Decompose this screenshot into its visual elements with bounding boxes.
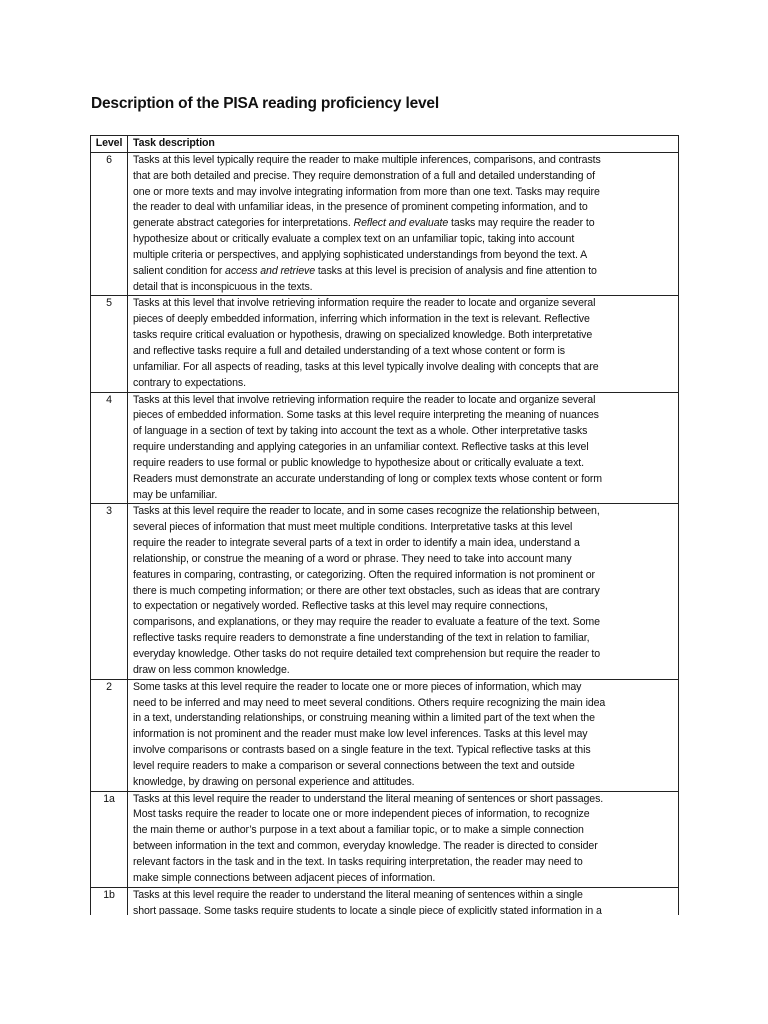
- description-line: one or more texts and may involve integrating information from more than one text. Tasks may require: [133, 185, 600, 198]
- description-line: contrary to expectations.: [133, 376, 246, 389]
- description-line: Some tasks at this level require the reader to locate one or more pieces of information, which may: [133, 680, 582, 693]
- description-line: of language in a section of text by taking into account the text as a whole. Other interpretative tasks: [133, 425, 588, 438]
- description-line: information is not prominent and the reader must make low level inferences. Tasks at this level may: [133, 728, 588, 741]
- description-line: salient condition for access and retrieve tasks at this level is precision of analysis and fine attention to: [133, 264, 597, 277]
- description-cell: [128, 791, 679, 887]
- description-line: draw on less common knowledge.: [133, 663, 290, 676]
- description-line: generate abstract categories for interpretations. Reflect and evaluate tasks may require the reader to: [133, 217, 595, 230]
- description-line: Most tasks require the reader to locate one or more independent pieces of information, to recognize: [133, 808, 590, 821]
- description-line: that are both detailed and precise. They require demonstration of a full and detailed understanding of: [133, 169, 595, 182]
- description-line: detail that is inconspicuous in the texts.: [133, 280, 313, 293]
- description-cell: [128, 504, 679, 679]
- table-row: [91, 791, 679, 887]
- description-line: make simple connections between adjacent pieces of information.: [133, 871, 436, 884]
- description-line: the reader to deal with unfamiliar ideas, in the presence of prominent competing information, and to: [133, 201, 588, 214]
- description-line: involve comparisons or contrasts based on a single feature in the text. Typical reflective tasks at this: [133, 744, 591, 757]
- level-cell: 2: [91, 679, 128, 791]
- description-line: Tasks at this level that involve retrieving information require the reader to locate and organize several: [133, 297, 596, 310]
- description-line: the main theme or author’s purpose in a text about a familiar topic, or to make a simple connection: [133, 824, 584, 837]
- table-row: [91, 887, 679, 915]
- description-cell: [128, 392, 679, 504]
- description-line: relationship, or construe the meaning of a word or phrase. They need to take into account many: [133, 552, 572, 565]
- description-cell: [128, 679, 679, 791]
- emphasis-text: access and retrieve: [225, 264, 315, 277]
- level-cell: 5: [91, 296, 128, 392]
- description-line: require understanding and applying categories in an unfamiliar context. Reflective tasks at this level: [133, 441, 589, 454]
- level-cell: 3: [91, 504, 128, 679]
- description-line: require the reader to integrate several parts of a text in order to identify a main idea, understand a: [133, 537, 580, 550]
- proficiency-table: [90, 135, 679, 915]
- description-line: in a text, understanding relationships, or construing meaning within a limited part of the text when the: [133, 712, 595, 725]
- proficiency-table-clip: [90, 135, 679, 915]
- level-cell: 4: [91, 392, 128, 504]
- description-line: Tasks at this level that involve retrieving information require the reader to locate and organize several: [133, 393, 596, 406]
- description-line: Tasks at this level require the reader to understand the literal meaning of sentences or short passages.: [133, 792, 604, 805]
- description-line: there is much competing information; or there are other text obstacles, such as ideas that are contrary: [133, 584, 600, 597]
- description-line: between information in the text and common, everyday knowledge. The reader is directed to consider: [133, 840, 598, 853]
- level-column-header: Level: [91, 136, 128, 153]
- level-cell: 1a: [91, 791, 128, 887]
- description-line: level require readers to make a comparison or several connections between the text and outside: [133, 759, 575, 772]
- description-line: Tasks at this level require the reader to understand the literal meaning of sentences within a single: [133, 888, 583, 901]
- document-title: Description of the PISA reading proficiency level: [91, 95, 439, 112]
- level-cell: 1b: [91, 887, 128, 915]
- description-line: comparisons, and explanations, or they may require the reader to evaluate a feature of the text. Some: [133, 616, 600, 629]
- description-line: reflective tasks require readers to demonstrate a fine understanding of the text in relation to familiar,: [133, 632, 590, 645]
- description-line: hypothesize about or critically evaluate a complex text on an unfamiliar topic, taking into account: [133, 233, 575, 246]
- table-row: [91, 152, 679, 296]
- table-row: [91, 392, 679, 504]
- table-row: [91, 504, 679, 679]
- description-cell: [128, 296, 679, 392]
- description-line: several pieces of information that must meet multiple conditions. Interpretative tasks at this level: [133, 521, 573, 534]
- description-line: unfamiliar. For all aspects of reading, tasks at this level typically involve dealing with concepts that are: [133, 360, 599, 373]
- description-line: Readers must demonstrate an accurate understanding of long or complex texts whose content or form: [133, 472, 603, 485]
- description-line: features in comparing, contrasting, or categorizing. Often the required information is not prominent or: [133, 568, 595, 581]
- description-cell: [128, 152, 679, 296]
- description-line: pieces of deeply embedded information, inferring which information in the text is relevant. Reflective: [133, 313, 590, 326]
- description-line: need to be inferred and may need to meet several conditions. Others require recognizing the main idea: [133, 696, 606, 709]
- description-line: Tasks at this level require the reader to locate, and in some cases recognize the relationship between,: [133, 505, 600, 518]
- description-line: knowledge, by drawing on personal experience and attitudes.: [133, 775, 415, 788]
- level-cell: 6: [91, 152, 128, 296]
- description-line: Tasks at this level typically require the reader to make multiple inferences, comparisons, and contrasts: [133, 153, 601, 166]
- description-line: require readers to use formal or public knowledge to hypothesize about or critically evaluate a text.: [133, 456, 584, 469]
- description-line: pieces of embedded information. Some tasks at this level require interpreting the meaning of nuances: [133, 409, 599, 422]
- table-row: [91, 679, 679, 791]
- description-column-header: Task description: [128, 136, 679, 153]
- description-line: to expectation or negatively worded. Reflective tasks at this level may require connections,: [133, 600, 548, 613]
- table-header-row: [91, 136, 679, 153]
- description-line: short passage. Some tasks require students to locate a single piece of explicitly stated information in a: [133, 904, 602, 915]
- table-row: [91, 296, 679, 392]
- description-line: everyday knowledge. Other tasks do not require detailed text comprehension but require the reader to: [133, 648, 600, 660]
- description-line: tasks require critical evaluation or hypothesis, drawing on specialized knowledge. Both interpretative: [133, 329, 593, 342]
- description-line: may be unfamiliar.: [133, 488, 218, 501]
- emphasis-text: Reflect and evaluate: [353, 217, 449, 230]
- description-line: multiple criteria or perspectives, and applying sophisticated understandings from beyond the text. A: [133, 248, 588, 261]
- description-cell: [128, 887, 679, 915]
- description-line: and reflective tasks require a full and detailed understanding of a text whose content or form is: [133, 344, 565, 357]
- table-body: [91, 152, 679, 915]
- description-line: relevant factors in the task and in the text. In tasks requiring interpretation, the reader may need to: [133, 855, 583, 868]
